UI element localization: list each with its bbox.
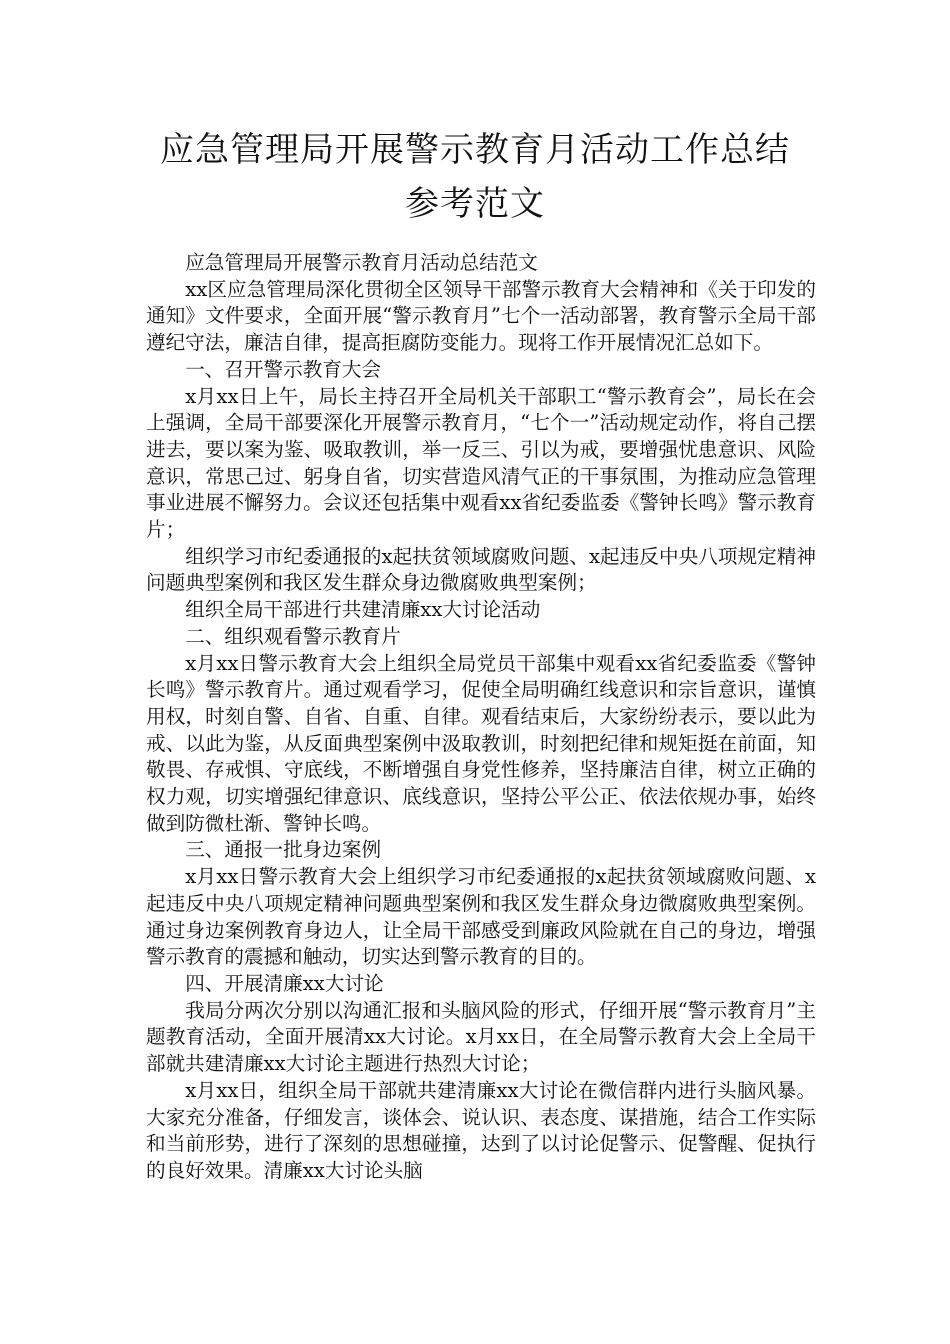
paragraph-intro: xx区应急管理局深化贯彻全区领导干部警示教育大会精神和《关于印发的通知》文件要求，全面开展“警示教育月”七个一活动部署，教育警示全局干部遵纪守法，廉洁自律，提高拒腐防变能力。现将工作开展情况汇总如下。 — [146, 277, 816, 355]
paragraph: x月xx日，组织全局干部就共建清廉xx大讨论在微信群内进行头脑风暴。大家充分准备，仔细发言，谈体会、说认识、表态度、谋措施，结合工作实际和当前形势，进行了深刻的思想碰撞，达到了以讨论促警示、促警醒、促执行的良好效果。清廉xx大讨论头脑 — [146, 1078, 816, 1182]
section-heading-1: 一、召开警示教育大会 — [185, 357, 382, 381]
paragraph: x月xx日上午，局长主持召开全局机关干部职工“警示教育会”，局长在会上强调，全局干部要深化开展警示教育月，“七个一”活动规定动作，将自己摆进去，要以案为鉴、吸取教训，举一反三、引以为戒，要增强忧患意识、风险意识，常思己过、躬身自省，切实营造风清气正的干事氛围，为推动应急管理事业进展不懈努力。会议还包括集中观看xx省纪委监委《警钟长鸣》警示教育片； — [146, 384, 816, 542]
paragraph: 组织学习市纪委通报的x起扶贫领域腐败问题、x起违反中央八项规定精神问题典型案例和我区发生群众身边微腐败典型案例； — [146, 544, 816, 595]
paragraph: x月xx日警示教育大会上组织学习市纪委通报的x起扶贫领域腐败问题、x起违反中央八项规定精神问题典型案例和我区发生群众身边微腐败典型案例。通过身边案例教育身边人，让全局干部感受到廉政风险就在自己的身边，增强警示教育的震撼和触动，切实达到警示教育的目的。 — [146, 865, 816, 969]
section-heading-2: 二、组织观看警示教育片 — [185, 624, 401, 648]
paragraph: 组织全局干部进行共建清廉xx大讨论活动 — [185, 598, 541, 622]
paragraph: x月xx日警示教育大会上组织全局党员干部集中观看xx省纪委监委《警钟长鸣》警示教育片。通过观看学习，促使全局明确红线意识和宗旨意识，谨慎用权，时刻自警、自省、自重、自律。观看结束后，大家纷纷表示，要以此为戒、以此为鉴，从反面典型案例中汲取教训，时刻把纪律和规矩挺在前面，知敬畏、存戒惧、守底线，不断增强自身党性修养，坚持廉洁自律，树立正确的权力观，切实增强纪律意识、底线意识，坚持公平公正、依法依规办事，始终做到防微杜渐、警钟长鸣。 — [146, 651, 817, 835]
document-title-line2: 参考范文 — [405, 184, 545, 224]
document-body — [146, 250, 816, 1185]
paragraph: 我局分两次分别以沟通汇报和头脑风险的形式，仔细开展“警示教育月”主题教育活动，全面开展清xx大讨论。x月xx日，在全局警示教育大会上全局干部就共建清廉xx大讨论主题进行热烈大讨论； — [146, 998, 816, 1076]
paragraph-subtitle: 应急管理局开展警示教育月活动总结范文 — [185, 251, 538, 274]
section-heading-3: 三、通报一批身边案例 — [185, 838, 382, 862]
document-title-line1: 应急管理局开展警示教育月活动工作总结 — [160, 130, 790, 170]
section-heading-4: 四、开展清廉xx大讨论 — [185, 971, 384, 995]
